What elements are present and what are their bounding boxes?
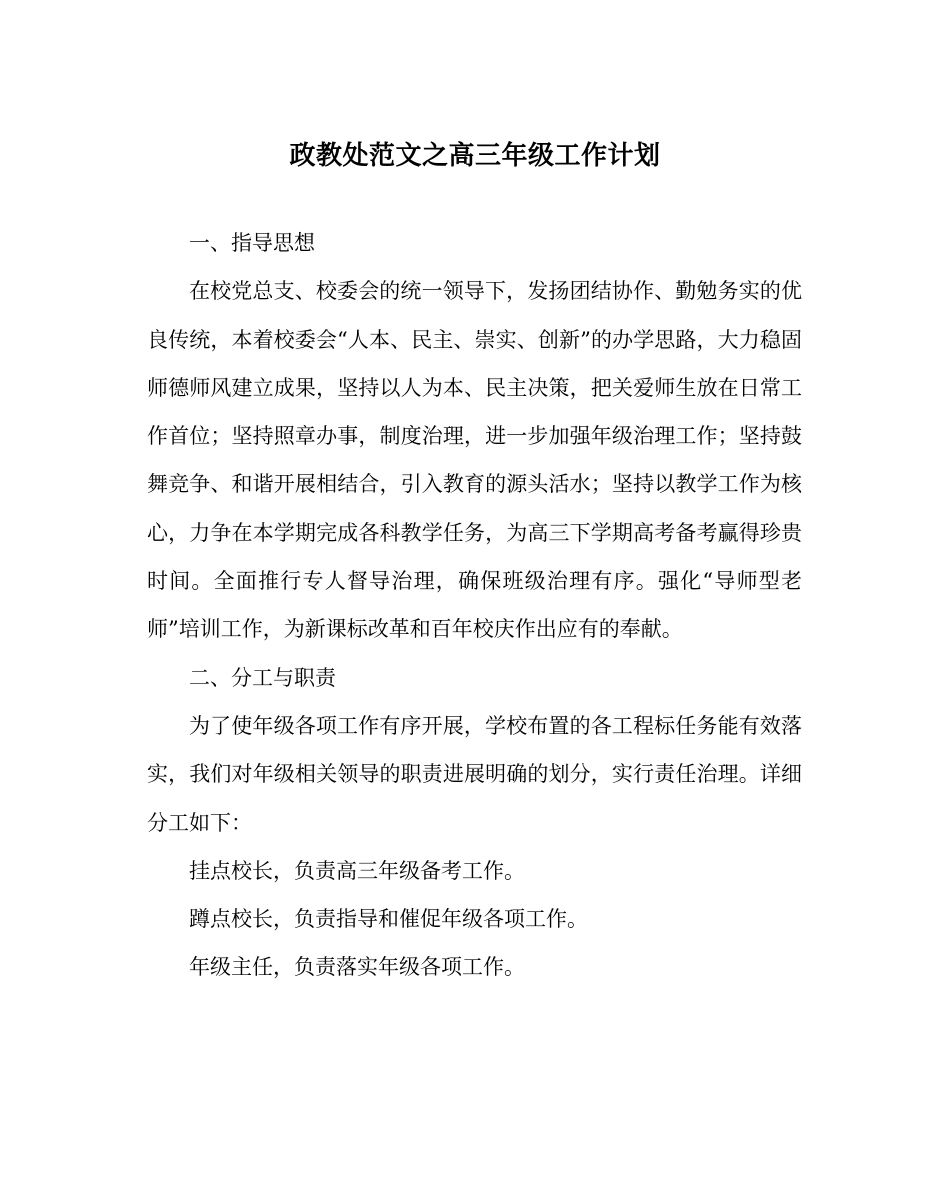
paragraph-duty-assigned-principal: 挂点校长，负责高三年级备考工作。 [189, 858, 525, 883]
paragraph-duty-grade-director: 年级主任，负责落实年级各项工作。 [189, 955, 525, 980]
section-heading-guiding-ideology: 一、指导思想 [189, 231, 315, 255]
document-title: 政教处范文之高三年级工作计划 [289, 141, 661, 171]
paragraph-duty-resident-principal: 蹲点校长，负责指导和催促年级各项工作。 [189, 907, 588, 932]
paragraph-guiding-ideology: 在校党总支、校委会的统一领导下，发扬团结协作、勤勉务实的优良传统，本着校委会“人本、民主、崇实、创新”的办学思路，大力稳固师德师风建立成果，坚持以人为本、民主决策，把关爱师生放在日常工作首位；坚持照章办事，制度治理，进一步加强年级治理工作；坚持鼓舞竞争、和谐开展相结合，引入教育的源头活水；坚持以教学工作为核心，力争在本学期完成各科教学任务，为高三下学期高考备考赢得珍贵时间。全面推行专人督导治理，确保班级治理有序。强化“导师型老师”培训工作，为新课标改革和百年校庆作出应有的奉献。 [147, 279, 802, 642]
paragraph-division-intro: 为了使年级各项工作有序开展，学校布置的各工程标任务能有效落实，我们对年级相关领导的职责进展明确的划分，实行责任治理。详细分工如下： [147, 713, 802, 835]
section-heading-division-of-duties: 二、分工与职责 [189, 665, 336, 690]
document-body [147, 219, 802, 992]
